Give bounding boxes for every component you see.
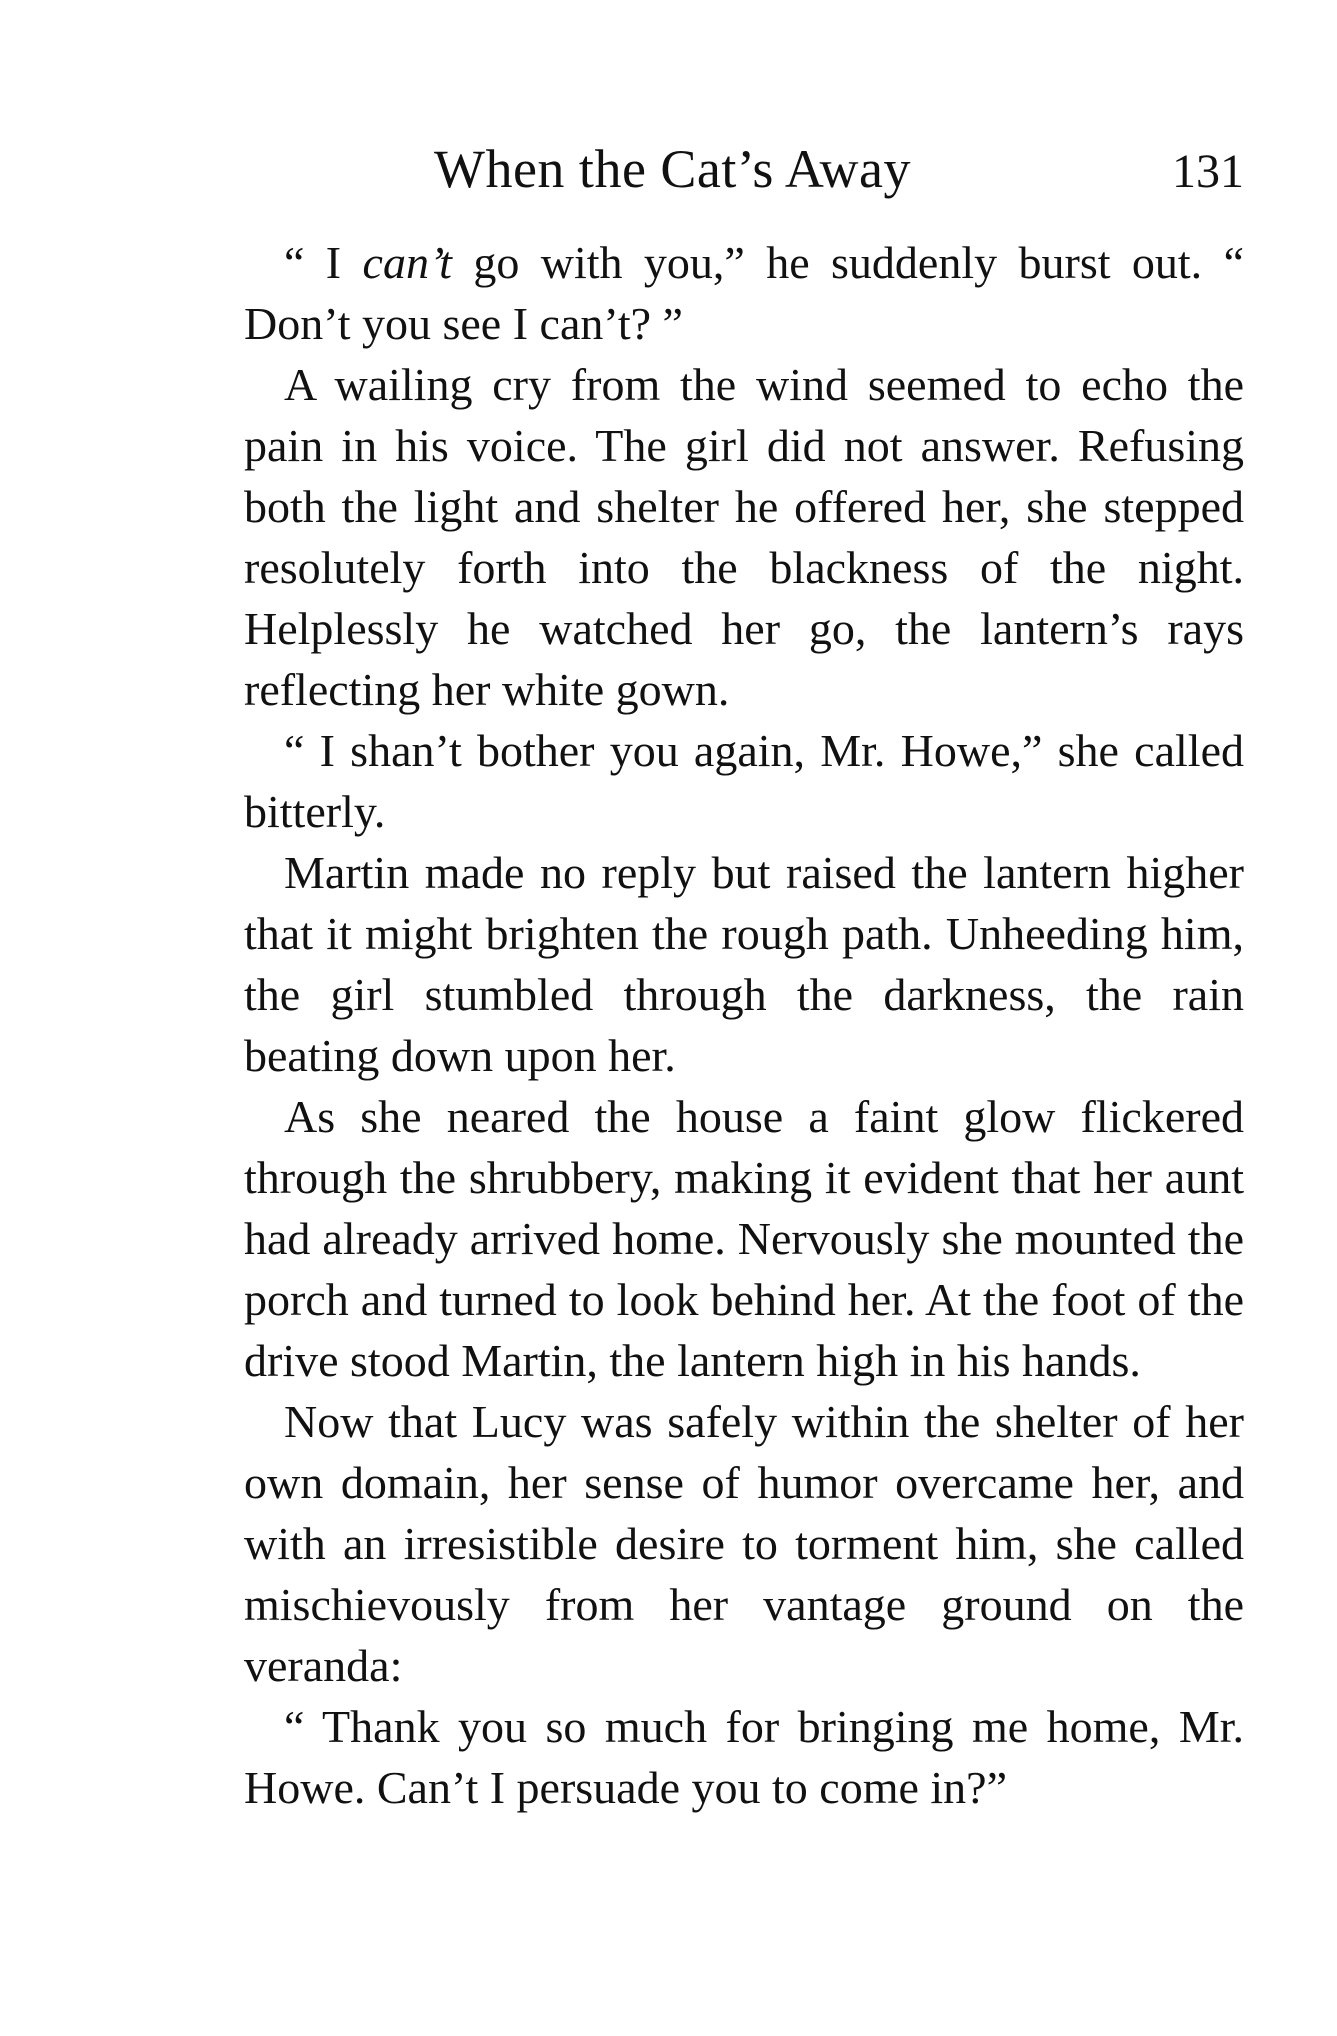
paragraph-7: “ Thank you so much for bringing me home, Mr. Howe. Can’t I persuade you to come in?”	[244, 1701, 1244, 1813]
paragraph-1-italic: can’t	[362, 237, 452, 288]
paragraph-2: A wailing cry from the wind seemed to echo the pain in his voice. The girl did not answer. Refusing both the light and shelter he offered her, she stepped resolutely forth into the blackness of the night. Helplessly he watched her go, the lantern’s rays reflecting her white gown.	[244, 359, 1244, 715]
running-head	[244, 138, 1244, 208]
paragraph-1	[244, 232, 1244, 354]
paragraph-4: Martin made no reply but raised the lantern higher that it might brighten the rough path. Unheeding him, the girl stumbled through the darkness, the rain beating down upon her.	[244, 847, 1244, 1081]
paragraph-3: “ I shan’t bother you again, Mr. Howe,” she called bitterly.	[244, 725, 1244, 837]
page-number: 131	[1172, 145, 1244, 198]
body-text	[244, 232, 1244, 1818]
paragraph-1-before: “ I	[284, 237, 363, 288]
paragraph-6: Now that Lucy was safely within the shelter of her own domain, her sense of humor overcame her, and with an irresistible desire to torment him, she called mischievously from her vantage ground on the veranda:	[244, 1396, 1244, 1691]
paragraph-1-after: go with you,” he suddenly burst out. “ Don’t you see I can’t? ”	[244, 237, 1244, 349]
paragraph-5: As she neared the house a faint glow flickered through the shrubbery, making it evident that her aunt had already arrived home. Nervously she mounted the porch and turned to look behind her. At the foot of the drive stood Martin, the lantern high in his hands.	[244, 1091, 1244, 1386]
running-title: When the Cat’s Away	[434, 139, 911, 199]
